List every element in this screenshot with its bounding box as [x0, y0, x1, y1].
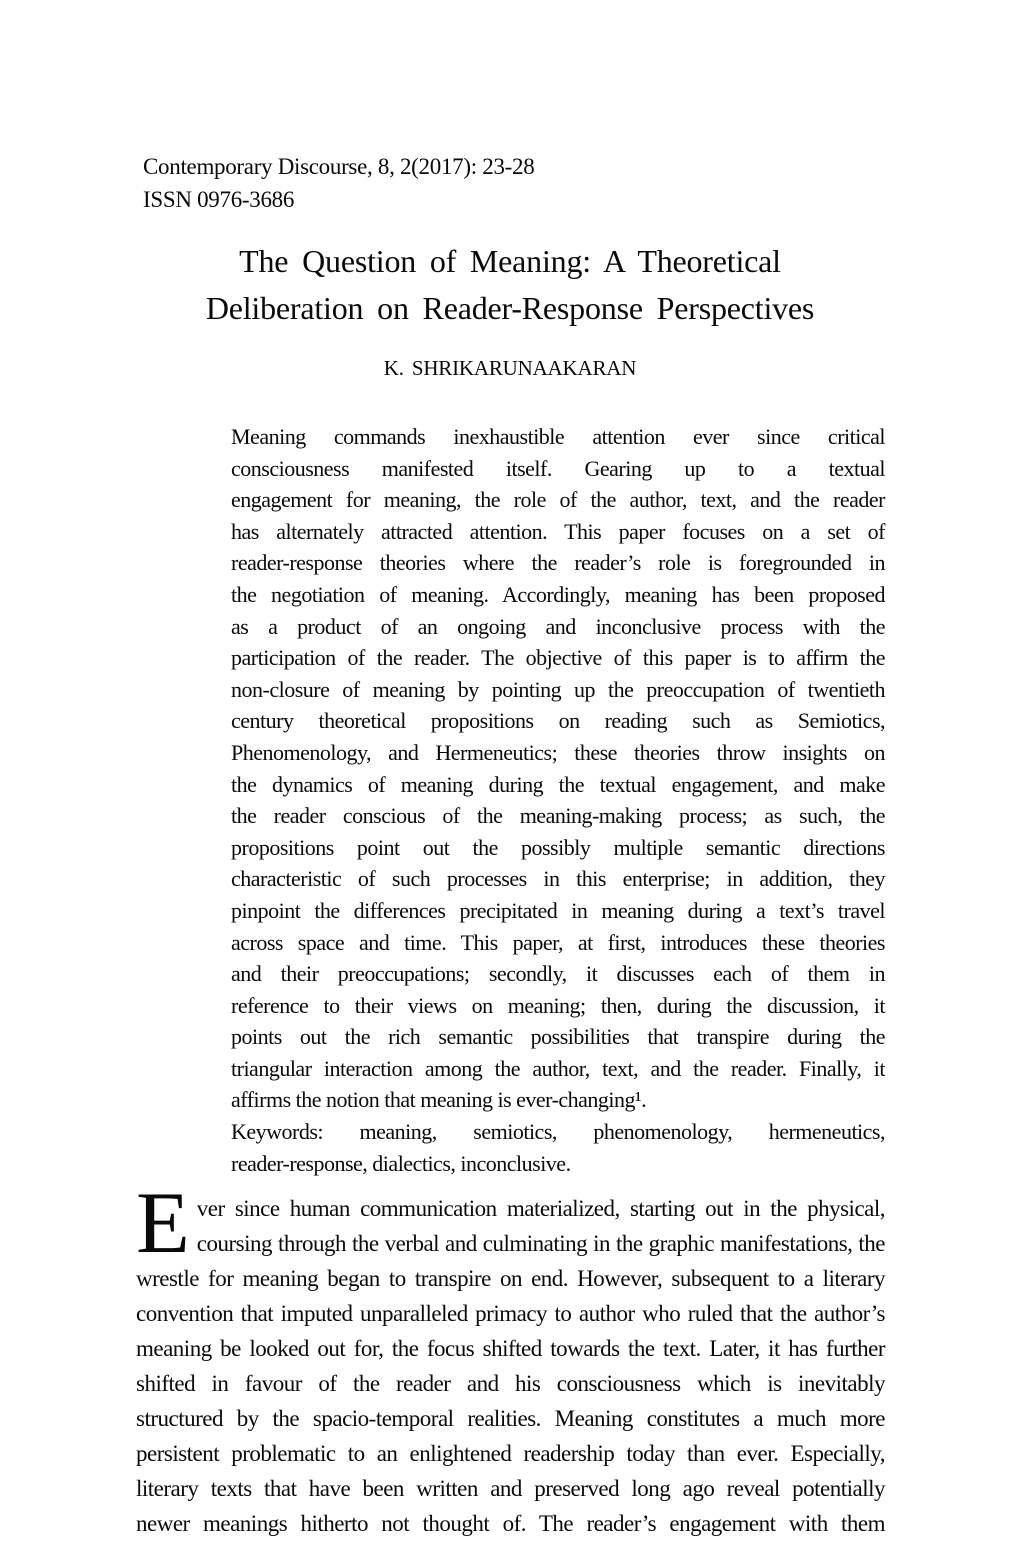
text-line: persistent problematic to an enlightened readership today than ever. Especially, — [136, 1441, 885, 1466]
journal-citation: Contemporary Discourse, 8, 2(2017): 23-28 — [143, 154, 535, 179]
text-line: pinpoint the differences precipitated in meaning during a text’s travel — [231, 897, 885, 923]
text-line: consciousness manifested itself. Gearing up to a textual — [231, 455, 885, 481]
text-line: Keywords: meaning, semiotics, phenomenology, hermeneutics, — [231, 1119, 885, 1145]
text-line: and their preoccupations; secondly, it discusses each of them in — [231, 961, 885, 987]
text-line: the dynamics of meaning during the textual engagement, and make — [231, 771, 885, 797]
text-line: coursing through the verbal and culminating in the graphic manifestations, the — [196, 1231, 885, 1256]
text-line: as a product of an ongoing and inconclusive process with the — [231, 613, 885, 639]
text-line: Phenomenology, and Hermeneutics; these theories throw insights on — [231, 739, 885, 765]
text-line: newer meanings hitherto not thought of. The reader’s engagement with them — [136, 1511, 885, 1536]
text-line: convention that imputed unparalleled primacy to author who ruled that the author’s — [136, 1301, 885, 1326]
text-line: characteristic of such processes in this enterprise; in addition, they — [231, 866, 885, 892]
publication-header — [143, 150, 534, 216]
text-line: century theoretical propositions on reading such as Semiotics, — [231, 708, 885, 734]
text-line: reader-response, dialectics, inconclusive. — [231, 1150, 571, 1176]
text-line: has alternately attracted attention. This paper focuses on a set of — [231, 518, 885, 544]
text-line: across space and time. This paper, at first, introduces these theories — [231, 929, 885, 955]
text-line: triangular interaction among the author, text, and the reader. Finally, it — [231, 1055, 885, 1081]
text-line: literary texts that have been written and preserved long ago reveal potentially — [136, 1476, 885, 1501]
text-line: propositions point out the possibly multiple semantic directions — [231, 834, 885, 860]
abstract-text — [231, 421, 885, 1116]
text-line: shifted in favour of the reader and his consciousness which is inevitably — [136, 1371, 885, 1396]
text-line: reference to their views on meaning; then, during the discussion, it — [231, 992, 885, 1018]
issn-number: ISSN 0976-3686 — [143, 187, 295, 212]
text-line: reader-response theories where the reader’s role is foregrounded in — [231, 550, 885, 576]
text-line: affirms the notion that meaning is ever-changing¹. — [231, 1087, 647, 1113]
text-line: the negotiation of meaning. Accordingly, meaning has been proposed — [231, 581, 885, 607]
text-line: ver since human communication materialized, starting out in the physical, — [196, 1196, 885, 1221]
text-line: wrestle for meaning began to transpire on end. However, subsequent to a literary — [136, 1266, 885, 1291]
body-paragraph — [136, 1175, 885, 1541]
text-line: engagement for meaning, the role of the author, text, and the reader — [231, 487, 885, 513]
article-title-line-2: Deliberation on Reader-Response Perspectives — [205, 290, 815, 326]
text-line: the reader conscious of the meaning-making process; as such, the — [231, 803, 885, 829]
keywords-text — [231, 1116, 885, 1179]
abstract-block — [231, 421, 885, 1179]
drop-cap: E — [136, 1175, 190, 1272]
text-line: non-closure of meaning by pointing up the preoccupation of twentieth — [231, 676, 885, 702]
text-line: participation of the reader. The objective of this paper is to affirm the — [231, 645, 885, 671]
text-line: structured by the spacio-temporal realities. Meaning constitutes a much more — [136, 1406, 885, 1431]
text-line: meaning be looked out for, the focus shifted towards the text. Later, it has further — [136, 1336, 885, 1361]
text-line: Meaning commands inexhaustible attention ever since critical — [231, 424, 885, 449]
article-title — [0, 238, 1020, 332]
body-text — [136, 1175, 885, 1541]
author-name: K. SHRIKARUNAAKARAN — [383, 356, 637, 380]
text-line: points out the rich semantic possibilities that transpire during the — [231, 1024, 885, 1050]
article-title-line-1: The Question of Meaning: A Theoretical — [239, 243, 781, 279]
